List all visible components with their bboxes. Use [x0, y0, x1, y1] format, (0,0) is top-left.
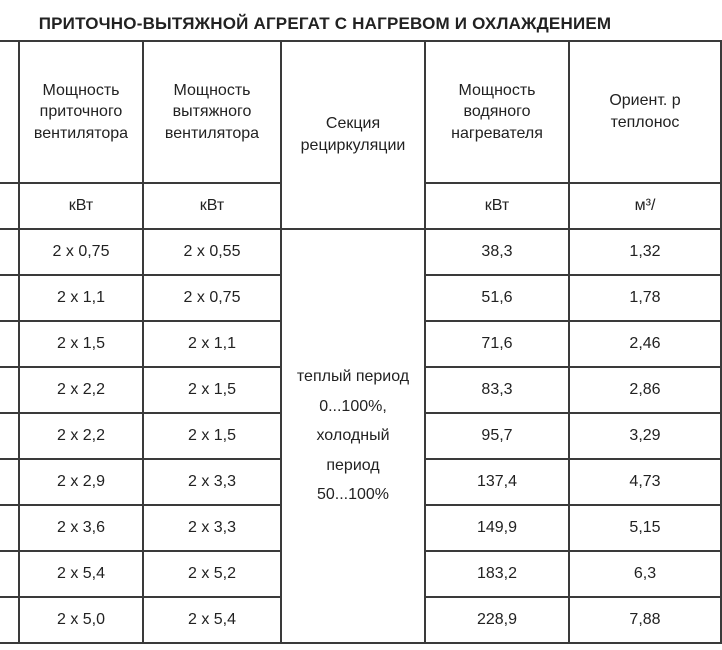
water-heater-power-cell: 71,6	[425, 321, 569, 367]
header-coolant-flow	[569, 41, 721, 183]
row-partial-cell	[0, 551, 19, 597]
unit-water-heater: кВт	[425, 183, 569, 229]
specs-table	[0, 40, 722, 644]
supply-fan-power-cell: 2 x 2,2	[19, 367, 143, 413]
water-heater-power-cell: 83,3	[425, 367, 569, 413]
exhaust-fan-power-cell: 2 x 1,5	[143, 413, 281, 459]
water-heater-power-cell: 51,6	[425, 275, 569, 321]
coolant-flow-cell: 5,15	[569, 505, 721, 551]
water-heater-power-cell: 38,3	[425, 229, 569, 275]
row-partial-cell	[0, 597, 19, 643]
water-heater-power-cell: 95,7	[425, 413, 569, 459]
supply-fan-power-cell: 2 x 3,6	[19, 505, 143, 551]
supply-fan-power-cell: 2 x 0,75	[19, 229, 143, 275]
row-partial-cell	[0, 367, 19, 413]
table-row	[0, 229, 721, 275]
row-partial-cell	[0, 505, 19, 551]
coolant-flow-cell: 3,29	[569, 413, 721, 459]
coolant-flow-cell: 2,86	[569, 367, 721, 413]
exhaust-fan-power-cell: 2 x 0,55	[143, 229, 281, 275]
coolant-flow-cell: 6,3	[569, 551, 721, 597]
header-exhaust-fan-label: Мощность вытяжного вентилятора	[164, 81, 260, 142]
recirculation-text: теплый период 0...100%, холодный период 50...100%	[296, 368, 410, 504]
row-partial-cell	[0, 459, 19, 505]
header-recirculation-section	[281, 41, 425, 229]
coolant-flow-cell: 1,32	[569, 229, 721, 275]
header-cell-partial	[0, 41, 19, 183]
header-exhaust-fan-power	[143, 41, 281, 183]
coolant-flow-cell: 2,46	[569, 321, 721, 367]
coolant-flow-cell: 4,73	[569, 459, 721, 505]
exhaust-fan-power-cell: 2 x 5,2	[143, 551, 281, 597]
supply-fan-power-cell: 2 x 2,9	[19, 459, 143, 505]
unit-coolant-flow: м³/	[569, 183, 721, 229]
header-supply-fan-label: Мощность приточного вентилятора	[33, 81, 129, 142]
row-partial-cell	[0, 275, 19, 321]
coolant-flow-cell: 7,88	[569, 597, 721, 643]
supply-fan-power-cell: 2 x 1,1	[19, 275, 143, 321]
water-heater-power-cell: 228,9	[425, 597, 569, 643]
exhaust-fan-power-cell: 2 x 3,3	[143, 505, 281, 551]
exhaust-fan-power-cell: 2 x 5,4	[143, 597, 281, 643]
header-supply-fan-power	[19, 41, 143, 183]
supply-fan-power-cell: 2 x 5,0	[19, 597, 143, 643]
row-partial-cell	[0, 229, 19, 275]
row-partial-cell	[0, 321, 19, 367]
header-row	[0, 41, 721, 183]
exhaust-fan-power-cell: 2 x 0,75	[143, 275, 281, 321]
recirculation-cell	[281, 229, 425, 643]
water-heater-power-cell: 183,2	[425, 551, 569, 597]
exhaust-fan-power-cell: 2 x 1,5	[143, 367, 281, 413]
supply-fan-power-cell: 2 x 5,4	[19, 551, 143, 597]
row-partial-cell	[0, 413, 19, 459]
header-water-heater-label: Мощность водяного нагревателя	[451, 81, 543, 142]
header-recirculation-label: Секция рециркуляции	[300, 115, 406, 154]
exhaust-fan-power-cell: 2 x 3,3	[143, 459, 281, 505]
unit-cell-partial	[0, 183, 19, 229]
supply-fan-power-cell: 2 x 1,5	[19, 321, 143, 367]
unit-exhaust-fan: кВт	[143, 183, 281, 229]
exhaust-fan-power-cell: 2 x 1,1	[143, 321, 281, 367]
coolant-flow-cell: 1,78	[569, 275, 721, 321]
header-partial-label	[0, 90, 18, 133]
header-water-heater-power	[425, 41, 569, 183]
water-heater-power-cell: 137,4	[425, 459, 569, 505]
supply-fan-power-cell: 2 x 2,2	[19, 413, 143, 459]
table-title: ПРИТОЧНО-ВЫТЯЖНОЙ АГРЕГАТ С НАГРЕВОМ И ОХЛАЖДЕНИЕМ	[38, 14, 612, 33]
water-heater-power-cell: 149,9	[425, 505, 569, 551]
unit-supply-fan: кВт	[19, 183, 143, 229]
header-coolant-flow-label: Ориент. р теплонос	[609, 92, 681, 131]
